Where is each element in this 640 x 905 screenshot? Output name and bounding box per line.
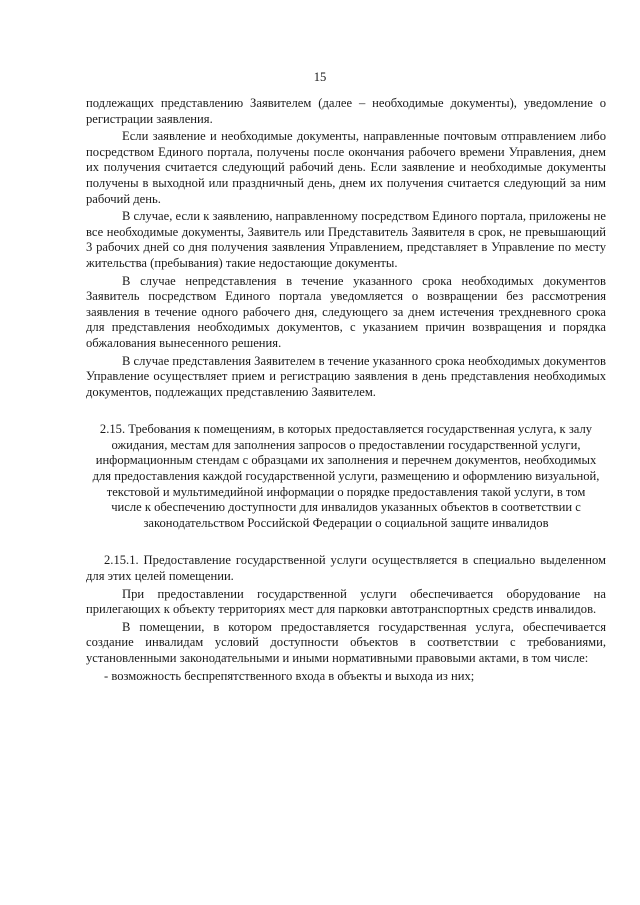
list-item: - возможность беспрепятственного входа в объекты и выхода из них; xyxy=(104,668,475,683)
paragraph: При предоставлении государственной услуги обеспечивается оборудование на прилегающих к объекту территориях мест для парковки автотранспортных средств инвалидов. xyxy=(86,586,606,617)
paragraph: В помещении, в котором предоставляется государственная услуга, обеспечивается создание инвалидам условий доступности объектов в соответствии с требованиями, установленными законодательными и иными нормативными правовыми актами, в том числе: xyxy=(86,619,606,665)
paragraph: В случае, если к заявлению, направленному посредством Единого портала, приложены не все необходимые документы, Заявитель или Представитель Заявителя в срок, не превышающий 3 рабочих дней со дня получения заявления Управлением, представляет в Управление по месту жительства (пребывания) такие недостающие документы. xyxy=(86,209,606,270)
section-heading: 2.15. Требования к помещениям, в которых предоставляется государственная услуга, к залу ожидания, местам для заполнения запросов о предоставлении государственной услуги, информационным стендам с образцами их заполнения и перечнем документов, необходимых для предоставления каждой государственной услуги, размещению и оформлению визуальной, текстовой и мультимедийной информации о порядке предоставления такой услуги, в том числе к обеспечению доступности для инвалидов указанных объектов в соответствии с законодательством Российской Федерации о социальной защите инвалидов xyxy=(92,422,600,530)
subsection-paragraph: 2.15.1. Предоставление государственной услуги осуществляется в специально выделенном для этих целей помещении. xyxy=(86,553,606,584)
paragraph: подлежащих представлению Заявителем (далее – необходимые документы), уведомление о регистрации заявления. xyxy=(86,96,606,126)
paragraph: Если заявление и необходимые документы, направленные почтовым отправлением либо посредством Единого портала, получены после окончания рабочего времени Управления, днем их получения считается следующий рабочий день. Если заявление и необходимые документы получены в выходной или праздничный день, днем их получения считается следующий за ним рабочий день. xyxy=(86,129,606,206)
page-number: 15 xyxy=(313,70,327,84)
paragraph: В случае непредставления в течение указанного срока необходимых документов Заявитель посредством Единого портала уведомляется о возвращении без рассмотрения заявления в течение одного рабочего дня, следующего за днем истечения трехдневного срока для представления необходимых документов, с указанием причин возвращения и порядка обжалования вынесенного решения. xyxy=(86,273,606,350)
paragraph: В случае представления Заявителем в течение указанного срока необходимых документов Управление осуществляет прием и регистрацию заявления в день представления необходимых документов, подлежащих представлению Заявителем. xyxy=(86,353,606,399)
document-body xyxy=(86,96,606,684)
